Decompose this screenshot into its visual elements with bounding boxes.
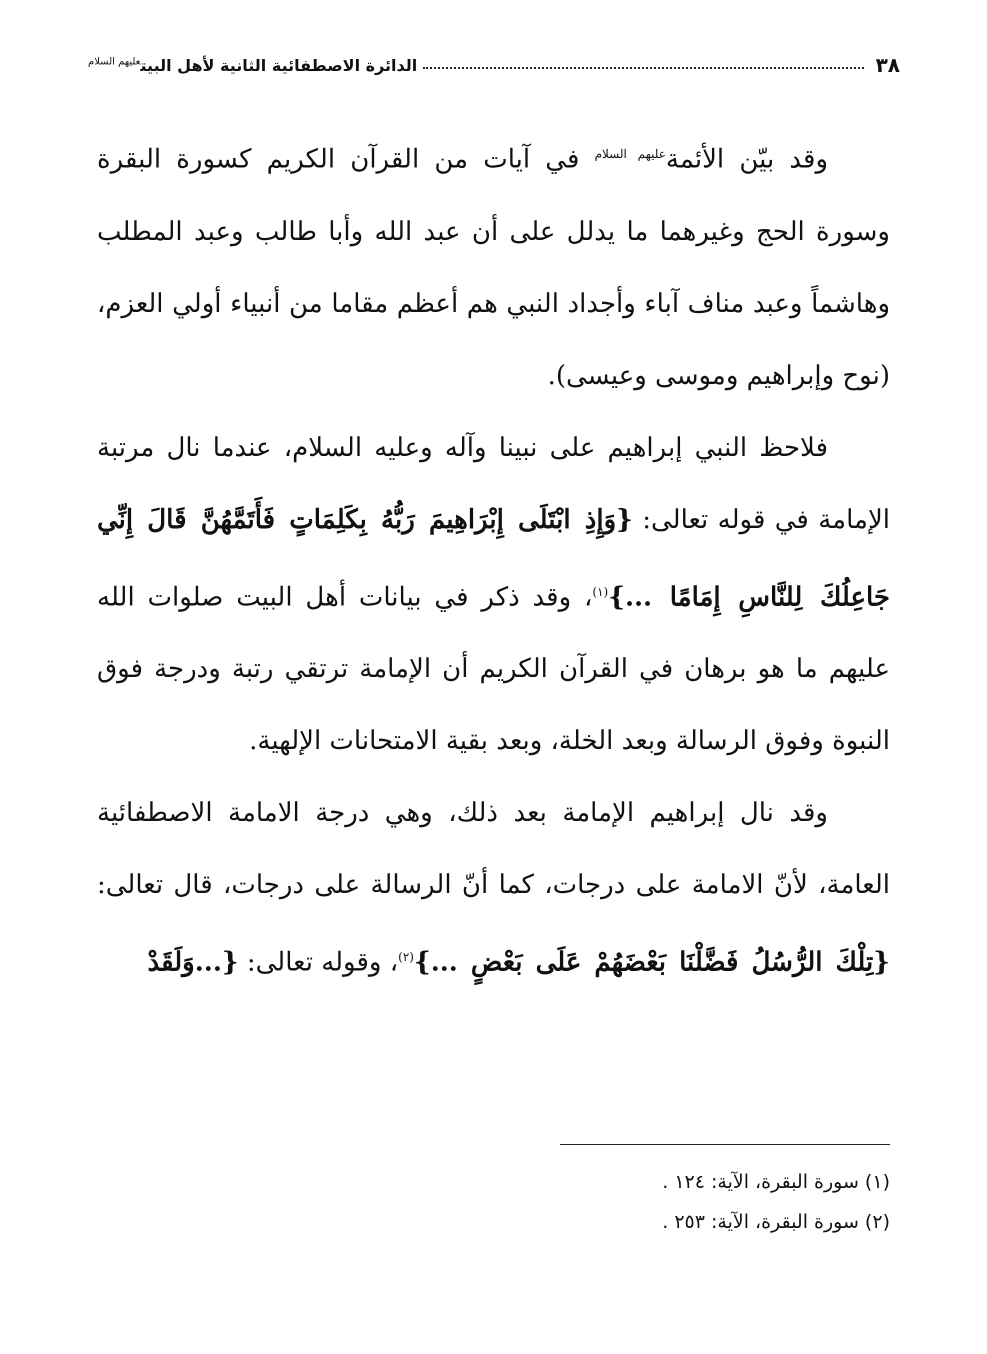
quran-verse-3: {...وَلَقَدْ [147,947,239,978]
main-text [97,118,890,999]
paragraph-2 [97,412,890,778]
footnote-2: (٢) سورة البقرة، الآية: ٢٥٣ . [662,1211,890,1233]
header-title-text: الدائرة الاصطفائية الثانية لأهل البيت [140,55,418,75]
p2-text-start: فلاحظ النبي إبراهيم على نبينا وآله وعليه السلام، عندما نال مرتبة الإمامة في قوله تعالى: [97,432,890,535]
header-leader-dots [423,67,863,69]
footnotes [97,1162,890,1242]
p1-honorific: عليهم السلام [594,147,666,161]
p3-text-start: وقد نال إبراهيم الإمامة بعد ذلك، وهي درجة الامامة الاصطفائية العامة، لأنّ الامامة على درجات، كما أنّ الرسالة على درجات، قال تعالى: [97,798,891,901]
p1-text-end: في آيات من القرآن الكريم كسورة البقرة وسورة الحج وغيرهما ما يدلل على أن عبد الله وأبا طالب وعبد المطلب وهاشماً وعبد مناف آباء وأجداد النبي هم أعظم مقاما من أنبياء أولي العزم، (نوح وإبراهيم وموسى وعيسى). [97,144,890,391]
footnote-ref-2[interactable]: (٢) [398,950,414,965]
paragraph-3 [97,777,890,999]
paragraph-1 [97,118,890,412]
page-number: ٣٨ [875,53,900,77]
footnote-separator [560,1144,890,1145]
footnote-ref-1[interactable]: (١) [592,584,609,599]
quran-verse-1: {وَإِذِ ابْتَلَى إِبْرَاهِيمَ رَبُّهُ بِكَلِمَاتٍ فَأَتَمَّهُنَّ قَالَ إِنِّي جَاعِلُكَ لِلنَّاسِ إِمَامًا ...} [97,504,890,613]
p2-text-end: ، وقد ذكر في بيانات أهل البيت صلوات الله عليهم ما هو برهان في القرآن الكريم أن الإمامة ترتقي رتبة ودرجة فوق النبوة وفوق الرسالة وبعد الخلة، وبعد بقية الامتحانات الإلهية. [97,582,890,757]
p3-text-middle: ، وقوله تعالى: [238,947,399,978]
p1-text-start: وقد بيّن الأئمة [665,144,828,175]
quran-verse-2: {تِلْكَ الرُّسُلُ فَضَّلْنَا بَعْضَهُمْ عَلَى بَعْضٍ ...} [413,947,890,978]
footnote-1: (١) سورة البقرة، الآية: ١٢٤ . [662,1171,890,1193]
header-title [88,56,417,75]
header-honorific: عليهم السلام [88,56,141,68]
running-header [88,48,900,82]
